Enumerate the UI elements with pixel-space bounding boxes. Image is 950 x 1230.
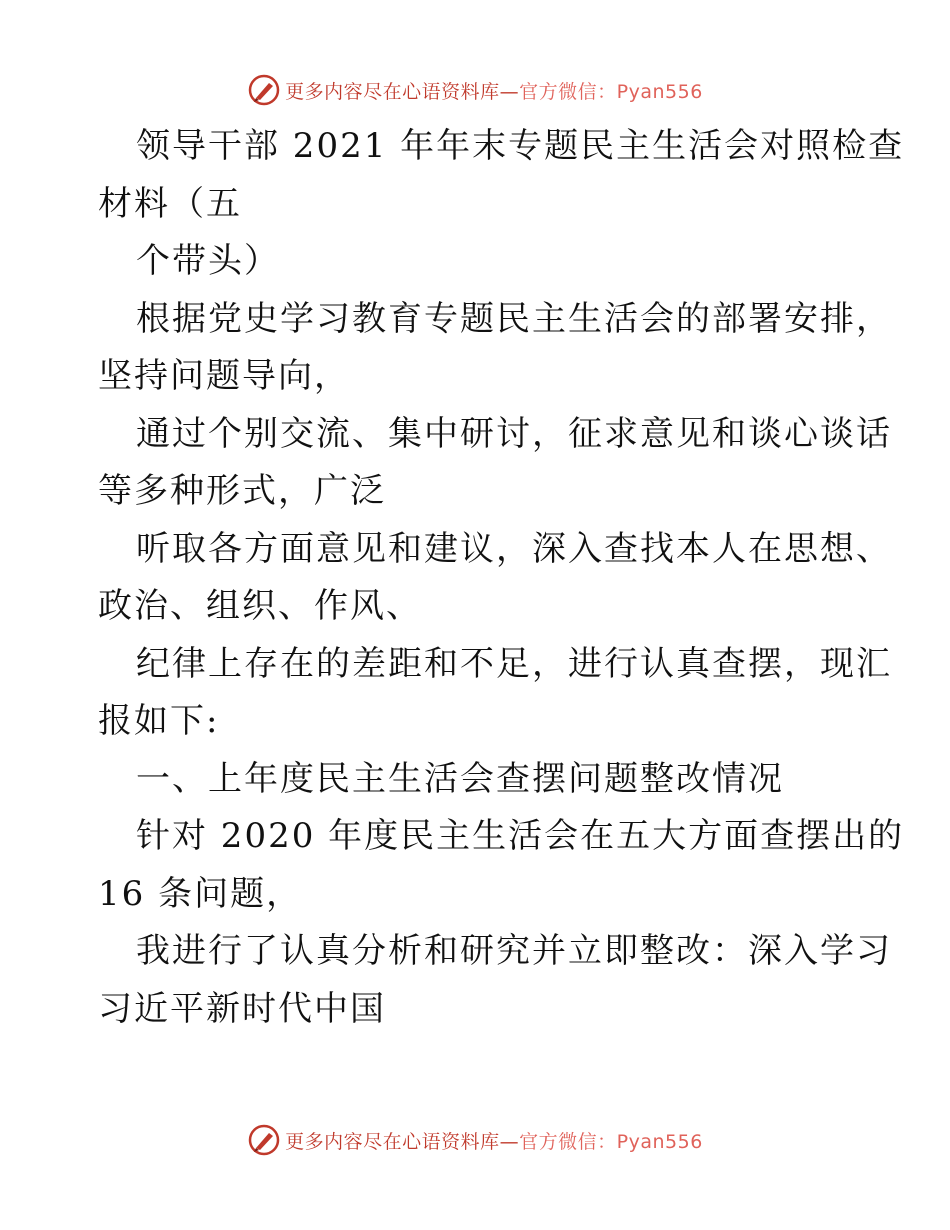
pen-logo-icon [247, 73, 281, 107]
document-line: 领导干部 2021 年年末专题民主生活会对照检查 [136, 126, 905, 166]
watermark-banner-bottom [0, 1120, 950, 1160]
document-line: 针对 2020 年度民主生活会在五大方面查摆出的 [136, 816, 905, 856]
watermark-dash: — [499, 80, 520, 103]
watermark-banner-top [0, 70, 950, 110]
document-line: 根据党史学习教育专题民主生活会的部署安排， [136, 298, 892, 339]
document-line: 报如下: [98, 701, 220, 741]
watermark-main: 更多内容尽在心语资料库 [285, 80, 500, 103]
document-line: 等多种形式，广泛 [98, 471, 386, 511]
document-line: 听取各方面意见和建议，深入查找本人在思想、 [136, 528, 892, 569]
document-line: 一、上年度民主生活会查摆问题整改情况 [136, 758, 784, 799]
document-line: 坚持问题导向， [98, 356, 350, 396]
watermark-text [285, 77, 703, 104]
watermark-dash: — [499, 1130, 520, 1153]
pen-logo-icon [247, 1123, 281, 1157]
document-line: 16 条问题， [98, 873, 303, 914]
document-line: 政治、组织、作风、 [98, 586, 422, 626]
watermark-wechat: 官方微信：Pyan556 [519, 80, 703, 103]
document-line: 习近平新时代中国 [98, 988, 386, 1029]
document-line: 个带头） [136, 241, 280, 281]
document-line: 我进行了认真分析和研究并立即整改：深入学习 [136, 931, 892, 971]
document-line: 材料（五 [98, 183, 242, 224]
watermark-main: 更多内容尽在心语资料库 [285, 1130, 500, 1153]
document-body [98, 118, 905, 1038]
watermark-text [285, 1127, 703, 1154]
document-line: 纪律上存在的差距和不足，进行认真查摆，现汇 [136, 643, 892, 684]
document-line: 通过个别交流、集中研讨，征求意见和谈心谈话 [136, 413, 892, 454]
watermark-wechat: 官方微信：Pyan556 [519, 1130, 703, 1153]
